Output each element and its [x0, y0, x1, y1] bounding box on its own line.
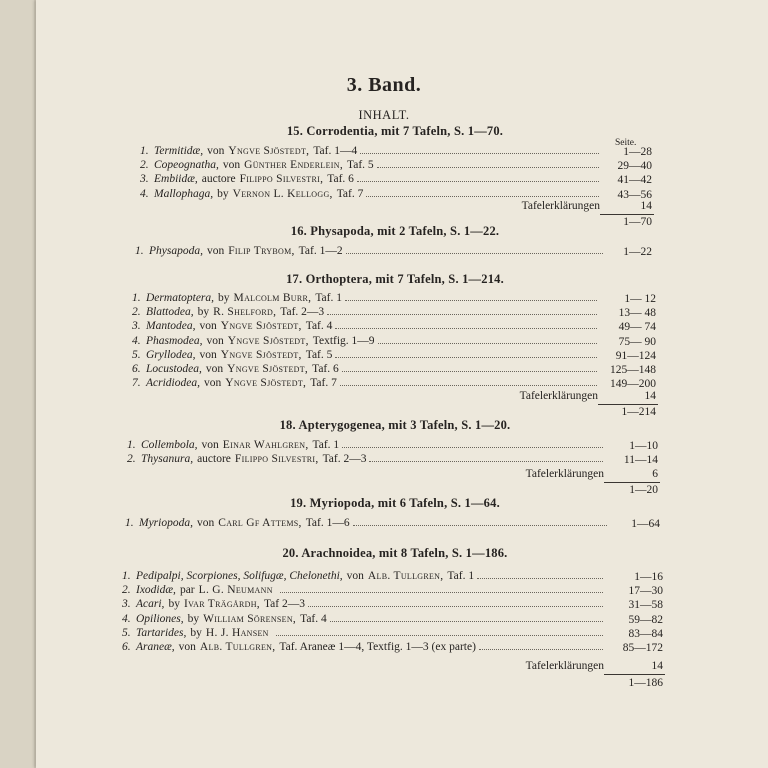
entry-author: L. G. Neumann: [198, 584, 273, 597]
entry-title: Dermatoptera,: [146, 292, 215, 304]
entry-title: Locustodea,: [146, 363, 202, 375]
contents-heading: INHALT.: [358, 108, 410, 122]
entry-title: Ixodidæ,: [136, 584, 176, 597]
entry-author: Yngve Sjöstedt,: [220, 320, 302, 333]
section-total-pages: 1—214: [621, 406, 656, 418]
entry-pages: 31—58: [628, 599, 663, 612]
entry-number: 4.: [132, 334, 141, 347]
entry-connector: von: [205, 363, 224, 375]
toc-entry[interactable]: [122, 626, 606, 640]
entry-pages: 1—28: [623, 146, 652, 158]
total-rule: [600, 214, 654, 215]
entry-author: Yngve Sjöstedt,: [225, 377, 307, 390]
dot-leader: [360, 144, 599, 154]
section-title: 16. Physapoda, mit 2 Tafeln, S. 1—22.: [290, 224, 500, 238]
entry-title: Pedipalpi, Scorpiones, Solifugæ, Chelonethi,: [136, 570, 343, 582]
section-total-pages: 1—70: [623, 216, 652, 228]
dot-leader: [308, 597, 603, 607]
entry-pages: 1—64: [631, 518, 660, 530]
section-title: 15. Corrodentia, mit 7 Tafeln, S. 1—70.: [286, 124, 504, 138]
dot-leader: [377, 158, 599, 168]
entry-plates: Taf. 1—2: [298, 245, 343, 257]
plate-explanations-label: Tafelerklärungen: [525, 468, 604, 480]
plate-explanations-pages: 14: [644, 390, 656, 402]
entry-connector: by: [217, 187, 229, 200]
plate-explanations-pages: 14: [640, 200, 652, 212]
section-title: 19. Myriopoda, mit 6 Tafeln, S. 1—64.: [290, 496, 500, 510]
entry-pages: 41—42: [617, 174, 652, 187]
entry-author: Yngve Sjöstedt,: [228, 145, 310, 157]
dot-leader: [346, 244, 603, 254]
entry-pages: 83—84: [628, 627, 663, 640]
entry-number: 2.: [140, 159, 149, 172]
entry-title: Copeognatha,: [154, 159, 219, 172]
entry-number: 6.: [132, 363, 141, 375]
entry-connector: auctore: [201, 173, 236, 186]
seite-label: Seite.: [615, 138, 637, 148]
entry-connector: by: [187, 612, 200, 625]
entry-pages: 1—10: [629, 440, 658, 452]
entry-number: 1.: [122, 570, 131, 582]
entry-number: 5.: [122, 626, 131, 639]
plate-explanations-pages: 14: [651, 660, 663, 672]
entry-number: 1.: [125, 517, 134, 529]
entry-number: 3.: [132, 320, 141, 333]
entry-connector: by: [218, 292, 230, 304]
entry-plates: Taf. 4: [300, 612, 327, 625]
toc-entry[interactable]: [135, 244, 606, 258]
entry-pages: 91—124: [615, 349, 656, 362]
entry-title: Thysanura,: [141, 453, 194, 466]
entry-plates: Taf. 7: [336, 187, 364, 200]
total-rule: [604, 674, 665, 675]
entry-pages: 85—172: [622, 642, 663, 654]
entry-number: 1.: [135, 245, 144, 257]
entry-author: Günther Enderlein,: [244, 159, 344, 172]
toc-entry[interactable]: [132, 376, 600, 390]
dot-leader: [340, 376, 597, 386]
entry-connector: auctore: [197, 453, 231, 466]
plate-explanations-label: Tafelerklärungen: [521, 200, 600, 212]
entry-number: 4.: [122, 612, 131, 625]
entry-author: Yngve Sjöstedt,: [227, 334, 309, 347]
entry-connector: von: [206, 245, 225, 257]
entry-connector: von: [178, 641, 196, 653]
toc-entry[interactable]: [140, 144, 602, 158]
total-rule: [604, 482, 660, 483]
entry-author: Filippo Silvestri,: [234, 453, 319, 466]
entry-title: Phasmodea,: [146, 334, 203, 347]
entry-author: Ivar Trägårdh,: [183, 598, 260, 611]
toc-entry[interactable]: [122, 569, 606, 583]
entry-plates: Taf. 6: [312, 363, 339, 375]
entry-author: Carl Gf Attems,: [218, 517, 302, 529]
entry-title: Tartarides,: [136, 626, 187, 639]
entry-pages: 17—30: [628, 585, 663, 598]
toc-entry[interactable]: [132, 334, 600, 348]
entry-plates: Taf. 1: [315, 292, 342, 304]
entry-connector: von: [199, 320, 217, 333]
entry-connector: von: [222, 159, 241, 172]
entry-connector: von: [346, 570, 364, 582]
entry-title: Mantodea,: [146, 320, 196, 333]
entry-author: Alb. Tullgren,: [367, 570, 444, 582]
toc-entry[interactable]: [140, 158, 602, 172]
toc-entry[interactable]: [122, 583, 606, 597]
entry-connector: par: [179, 584, 195, 597]
entry-plates: Textfig. 1—9: [312, 334, 375, 347]
toc-entry[interactable]: [132, 319, 600, 333]
entry-plates: Taf. 1: [312, 439, 340, 451]
section-total-pages: 1—186: [628, 677, 663, 689]
dot-leader: [327, 305, 597, 315]
section-title: 18. Apterygogenea, mit 3 Tafeln, S. 1—20.: [279, 418, 511, 432]
entry-number: 1.: [127, 439, 136, 451]
entry-pages: 75— 90: [618, 335, 656, 348]
entry-author: Filippo Silvestri,: [239, 173, 324, 186]
entry-plates: Taf. Araneæ 1—4, Textfig. 1—3 (ex parte): [279, 641, 476, 653]
entry-pages: 59—82: [628, 613, 663, 626]
section-title: 20. Arachnoidea, mit 8 Tafeln, S. 1—186.: [282, 546, 508, 560]
plate-explanations-pages: 6: [652, 468, 658, 480]
dot-leader: [330, 612, 603, 622]
entry-author: William Sörensen,: [203, 612, 297, 625]
toc-entry[interactable]: [127, 452, 606, 466]
dot-leader: [378, 334, 597, 344]
entry-plates: Taf. 4: [305, 320, 333, 333]
entry-title: Myriopoda,: [139, 517, 193, 529]
dot-leader: [335, 319, 597, 329]
dot-leader: [335, 348, 597, 358]
entry-title: Physapoda,: [149, 245, 203, 257]
entry-pages: 29—40: [617, 160, 652, 173]
entry-connector: by: [197, 306, 210, 319]
entry-plates: Taf. 1—4: [313, 145, 358, 157]
entry-plates: Taf. 1: [447, 570, 475, 582]
volume-heading: 3. Band.: [346, 74, 422, 96]
plate-explanations-label: Tafelerklärungen: [525, 660, 604, 672]
entry-number: 2.: [122, 584, 131, 597]
entry-connector: von: [199, 348, 217, 361]
entry-number: 3.: [140, 173, 149, 186]
entry-plates: Taf. 5: [347, 159, 374, 172]
entry-connector: von: [207, 145, 225, 157]
toc-entry[interactable]: [122, 597, 606, 611]
section-title: 17. Orthoptera, mit 7 Tafeln, S. 1—214.: [286, 272, 504, 286]
entry-title: Collembola,: [141, 439, 198, 451]
dot-leader: [357, 172, 599, 182]
section-total-pages: 1—20: [629, 484, 658, 496]
dot-leader: [342, 438, 603, 448]
dot-leader: [353, 516, 607, 526]
dot-leader: [276, 626, 603, 636]
entry-author: Malcolm Burr,: [233, 292, 312, 304]
entry-number: 6.: [122, 641, 131, 653]
toc-entry[interactable]: [140, 187, 602, 201]
dot-leader: [479, 640, 603, 650]
entry-pages: 125—148: [610, 364, 656, 376]
toc-entry[interactable]: [132, 305, 600, 319]
entry-plates: Taf. 6: [327, 173, 354, 186]
dot-leader: [342, 362, 597, 372]
plate-explanations-label: Tafelerklärungen: [519, 390, 598, 402]
dot-leader: [366, 187, 599, 197]
entry-title: Acari,: [136, 598, 165, 611]
toc-entry[interactable]: [122, 640, 606, 654]
entry-plates: Taf. 5: [305, 348, 333, 361]
entry-title: Blattodea,: [146, 306, 194, 319]
entry-pages: 1—16: [634, 571, 663, 583]
toc-entry[interactable]: [140, 172, 602, 186]
entry-author: H. J. Hansen: [205, 626, 269, 639]
entry-pages: 11—14: [623, 454, 658, 467]
entry-plates: Taf. 1—6: [305, 517, 350, 529]
entry-connector: von: [206, 334, 224, 347]
entry-number: 2.: [127, 453, 136, 466]
toc-entry[interactable]: [132, 362, 600, 376]
toc-entry[interactable]: [132, 348, 600, 362]
entry-title: Embiidæ,: [154, 173, 198, 186]
entry-title: Mallophaga,: [154, 187, 214, 200]
entry-pages: 13— 48: [618, 307, 656, 320]
entry-connector: von: [201, 439, 219, 451]
entry-number: 4.: [140, 187, 149, 200]
entry-plates: Taf. 2—3: [280, 306, 325, 319]
dot-leader: [477, 569, 603, 579]
entry-pages: 49— 74: [618, 321, 656, 334]
entry-author: Alb. Tullgren,: [199, 641, 276, 653]
dot-leader: [345, 291, 597, 301]
entry-plates: Taf. 2—3: [322, 453, 367, 466]
entry-number: 7.: [132, 377, 141, 390]
entry-number: 2.: [132, 306, 141, 319]
entry-author: Yngve Sjöstedt,: [220, 348, 302, 361]
entry-connector: by: [190, 626, 202, 639]
entry-number: 5.: [132, 348, 141, 361]
entry-pages: 43—56: [617, 188, 652, 201]
entry-number: 1.: [140, 145, 149, 157]
entry-title: Gryllodea,: [146, 348, 196, 361]
entry-title: Araneæ,: [136, 641, 175, 653]
entry-connector: von: [196, 517, 215, 529]
entry-title: Opiliones,: [136, 612, 184, 625]
entry-author: Vernon L. Kellogg,: [232, 187, 333, 200]
dot-leader: [280, 583, 603, 593]
entry-author: Einar Wahlgren,: [222, 439, 309, 451]
entry-author: Filip Trybom,: [228, 245, 295, 257]
entry-number: 3.: [122, 598, 131, 611]
toc-entry[interactable]: [132, 291, 600, 305]
toc-entry[interactable]: [125, 516, 610, 530]
entry-plates: Taf 2—3: [263, 598, 305, 611]
entry-title: Termitidæ,: [154, 145, 204, 157]
entry-pages: 1— 12: [624, 293, 656, 305]
toc-entry[interactable]: [127, 438, 606, 452]
entry-connector: von: [203, 377, 222, 390]
entry-number: 1.: [132, 292, 141, 304]
entry-title: Acridiodea,: [146, 377, 200, 390]
total-rule: [598, 404, 658, 405]
toc-entry[interactable]: [122, 612, 606, 626]
entry-pages: 1—22: [623, 246, 652, 258]
entry-author: Yngve Sjöstedt,: [227, 363, 309, 375]
entry-plates: Taf. 7: [310, 377, 337, 390]
dot-leader: [369, 452, 603, 462]
entry-author: R. Shelford,: [213, 306, 277, 319]
entry-pages: 149—200: [610, 378, 656, 391]
entry-connector: by: [168, 598, 180, 611]
